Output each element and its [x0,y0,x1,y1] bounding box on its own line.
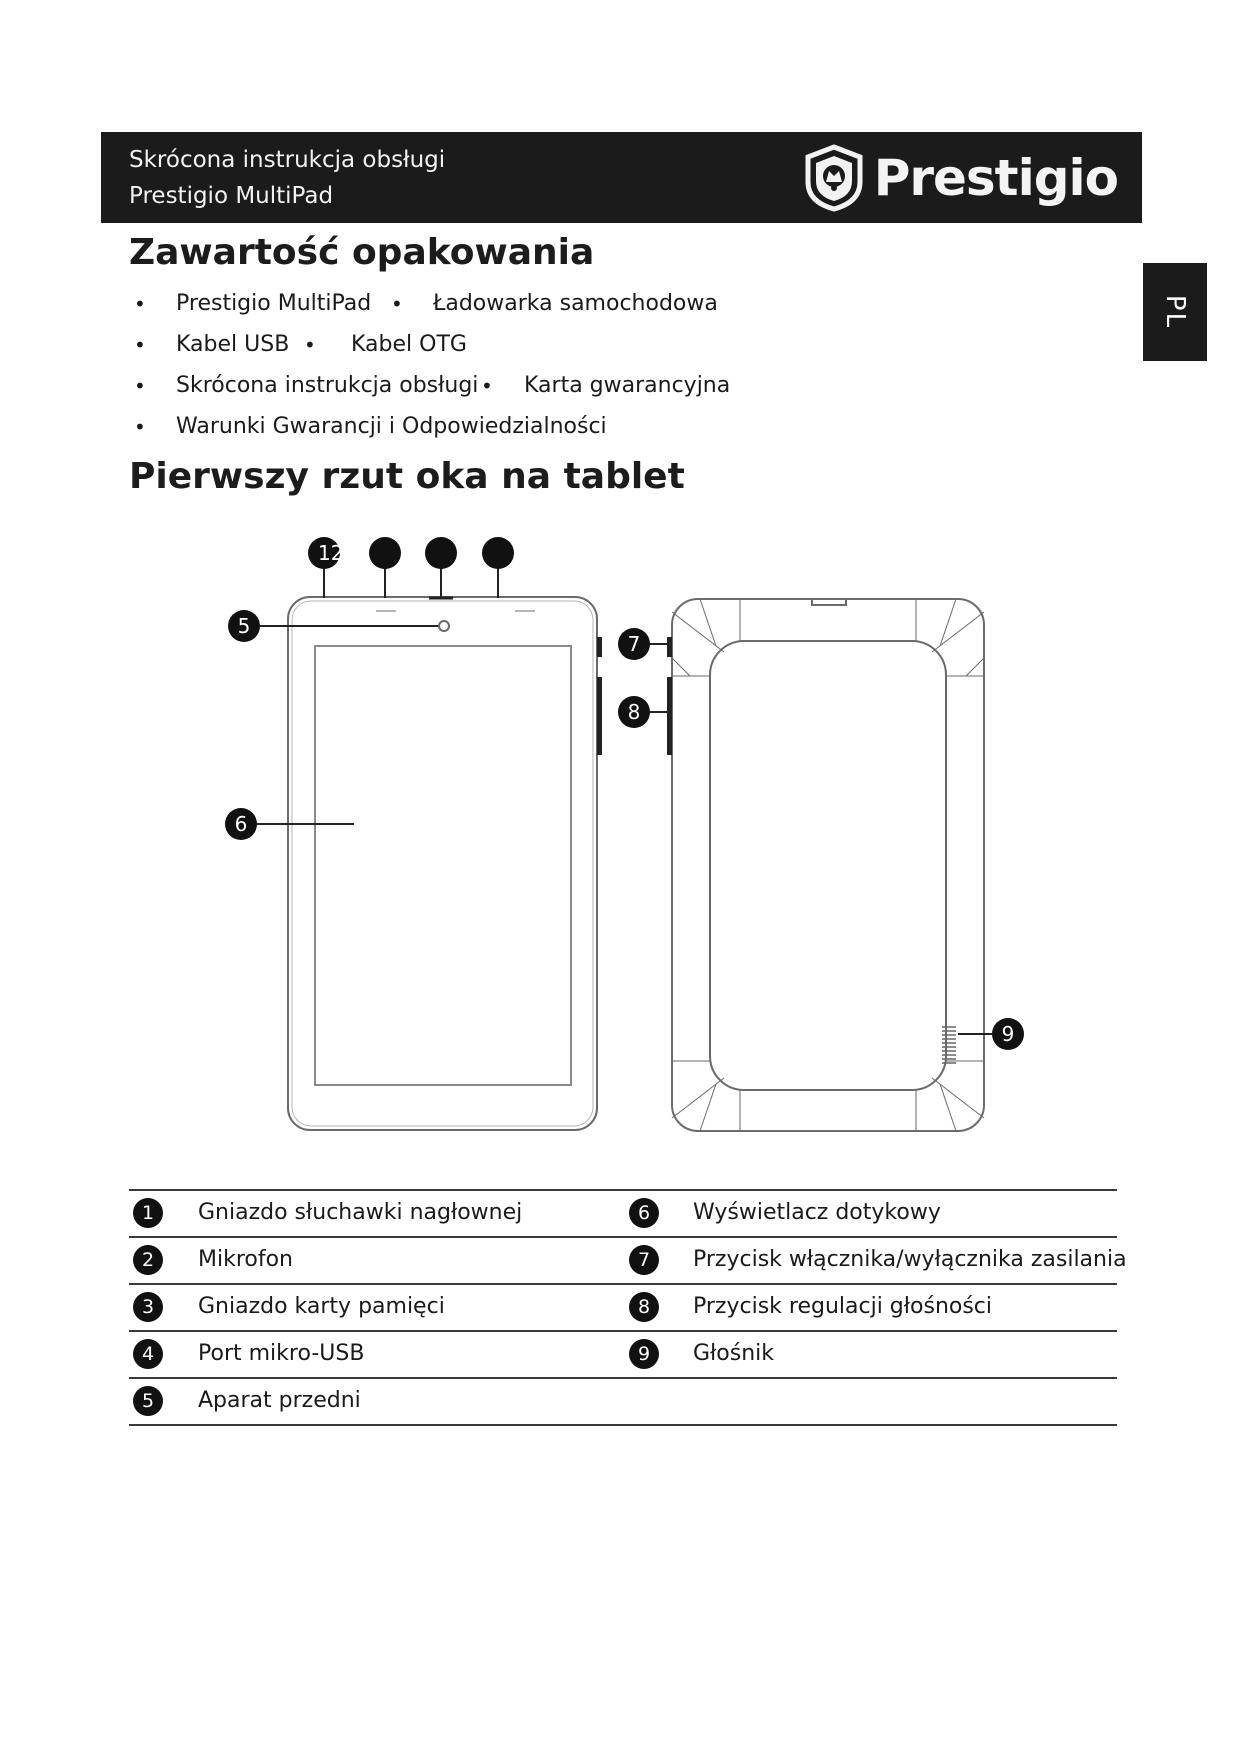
legend-number: 5 [133,1386,163,1416]
legend-label: Gniazdo słuchawki nagłownej [198,1200,523,1225]
table-row [129,1377,1117,1426]
callout-9: 9 [1001,1022,1015,1046]
item-text: Skrócona instrukcja obsługi [176,373,479,398]
legend-number: 7 [629,1245,659,1275]
legend-number: 2 [133,1245,163,1275]
legend-number: 8 [629,1292,659,1322]
tablet-back [672,599,984,1131]
bullet: • [304,333,316,357]
legend-number: 4 [133,1339,163,1369]
callout-8: 8 [627,700,641,724]
legend-number: 9 [629,1339,659,1369]
power-button-shape [597,637,602,657]
legend-label: Wyświetlacz dotykowy [693,1200,941,1225]
legend-label: Port mikro-USB [198,1341,365,1366]
legend-label: Przycisk regulacji głośności [693,1294,993,1319]
bullet: • [134,415,146,439]
legend-label: Przycisk włącznika/wyłącznika zasilania [693,1247,1127,1272]
table-row [129,1189,1117,1236]
package-contents-title: Zawartość opakowania [129,232,595,273]
item-text: Kabel OTG [351,332,467,357]
language-code: PL [1159,294,1190,330]
table-row [129,1330,1117,1377]
item-text: Prestigio MultiPad [176,291,372,316]
callout-6: 6 [234,812,248,836]
legend-label: Głośnik [693,1341,775,1366]
callout-5: 5 [237,614,251,638]
tablet-front [288,597,597,1130]
item-text: Ładowarka samochodowa [433,291,718,316]
table-row [129,1236,1127,1283]
callout-top-left: 12 [318,541,344,565]
bullet: • [391,292,403,316]
item-text: Karta gwarancyjna [524,373,731,398]
bullet: • [134,333,146,357]
legend-number: 1 [133,1198,163,1228]
table-row [129,1283,1117,1330]
legend-number: 6 [629,1198,659,1228]
speaker-grill-shape [942,1027,956,1063]
item-text: Warunki Gwarancji i Odpowiedzialności [176,414,607,439]
bullet: • [134,292,146,316]
header-product: Prestigio MultiPad [129,183,334,209]
tablet-overview-title: Pierwszy rzut oka na tablet [129,456,685,497]
legend-number: 3 [133,1292,163,1322]
logo-wordmark: Prestigio [873,149,1118,207]
legend-label: Aparat przedni [198,1388,361,1413]
legend-label: Gniazdo karty pamięci [198,1294,445,1319]
legend-label: Mikrofon [198,1247,294,1272]
bullet: • [481,374,493,398]
header-title: Skrócona instrukcja obsługi [129,147,446,173]
item-text: Kabel USB [176,332,290,357]
volume-button-shape [597,677,602,755]
bullet: • [134,374,146,398]
parts-legend-table [129,1189,1127,1426]
callout-7: 7 [627,632,641,656]
